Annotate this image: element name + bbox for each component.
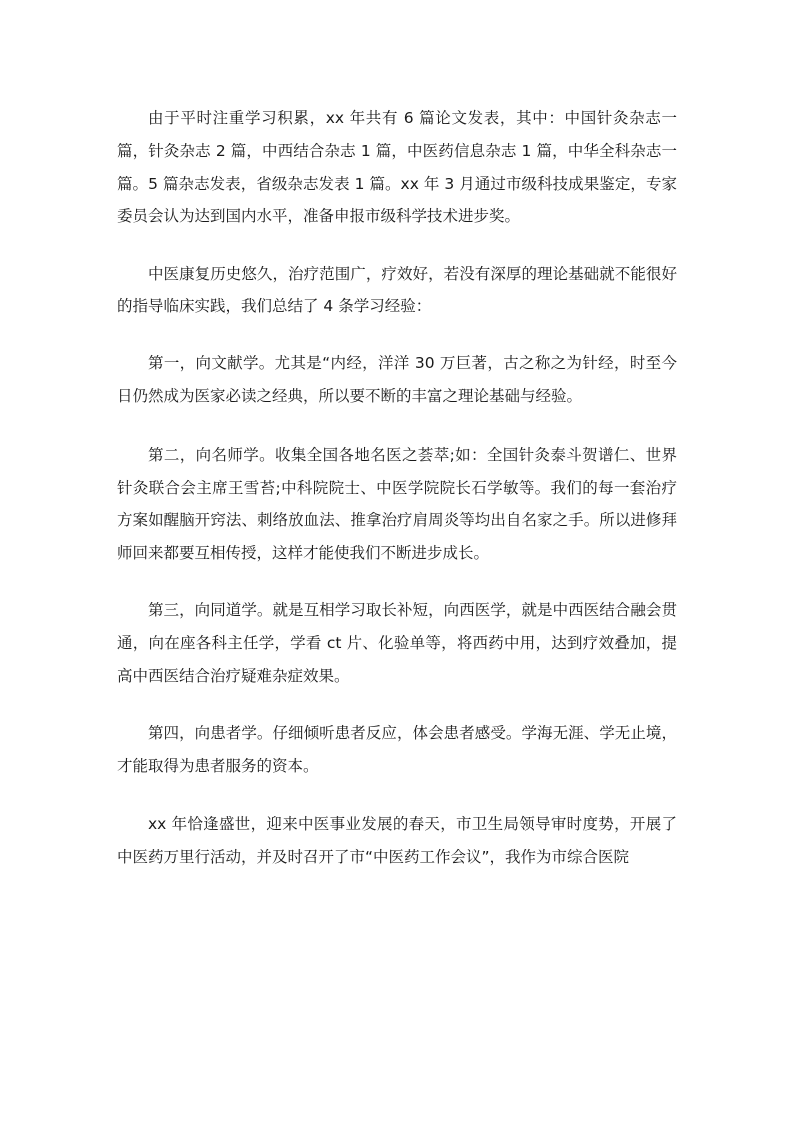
- paragraph-learn-from-literature: 第一，向文献学。尤其是“内经，洋洋 30 万巨著，古之称之为针经，时至今日仍然成为医家必读之经典，所以要不断的丰富之理论基础与经验。: [117, 354, 677, 406]
- document-body: [117, 102, 677, 874]
- paragraph-learn-from-patients: 第四，向患者学。仔细倾听患者反应，体会患者感受。学海无涯、学无止境，才能取得为患者服务的资本。: [117, 724, 677, 776]
- paragraph-tcm-development: xx 年恰逢盛世，迎来中医事业发展的春天，市卫生局领导审时度势，开展了中医药万里行活动，并及时召开了市“中医药工作会议”，我作为市综合医院: [117, 815, 677, 866]
- paragraph-learn-from-masters: 第二，向名师学。收集全国各地名医之荟萃;如：全国针灸泰斗贺谱仁、世界针灸联合会主席王雪苔;中科院院士、中医学院院长石学敏等。我们的每一套治疗方案如醒脑开窍法、刺络放血法、推拿治疗肩周炎等均出自名家之手。所以进修拜师回来都要互相传授，这样才能使我们不断进步成长。: [117, 445, 677, 563]
- paragraph-publications: 由于平时注重学习积累，xx 年共有 6 篇论文发表，其中：中国针灸杂志一篇，针灸杂志 2 篇，中西结合杂志 1 篇，中医药信息杂志 1 篇，中华全科杂志一篇。5 篇杂志发表，省级杂志发表 1 篇。xx 年 3 月通过市级科技成果鉴定，专家委员会认为达到国内水平，准备申报市级科学技术进步奖。: [117, 109, 677, 226]
- paragraph-learning-experience: 中医康复历史悠久，治疗范围广，疗效好，若没有深厚的理论基础就不能很好的指导临床实践，我们总结了 4 条学习经验：: [117, 264, 677, 316]
- paragraph-learn-from-peers: 第三，向同道学。就是互相学习取长补短，向西医学，就是中西医结合融会贯通，向在座各科主任学，学看 ct 片、化验单等，将西药中用，达到疗效叠加，提高中西医结合治疗疑难杂症效果。: [117, 601, 677, 685]
